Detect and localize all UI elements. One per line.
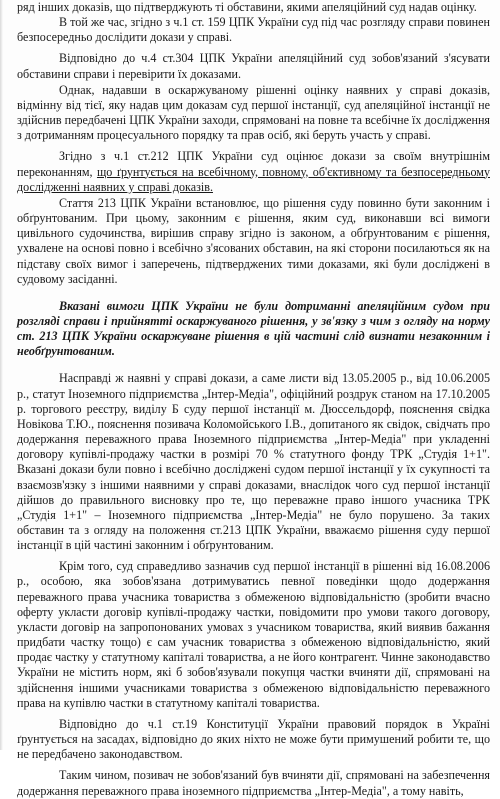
scan-edge-shadow [0,0,3,750]
paragraph-conclusion-bold: Вказані вимоги ЦПК України не були дотриманні апеляційним судом при розгляді справи і прийнятті оскаржуваного рішення, у зв'язку з чим з огляду на норму ст. 213 ЦПК України оскаржуване рішення в цій частині слід визнати незаконним і необґрунтованим. [17,298,490,359]
paragraph-evaluation: Однак, надавши в оскаржуваному рішенні оцінку наявних у справі доказів, відмінну від тієї, яку надав цим доказам суд першої інстанції, суд апеляційної інстанції не здійснив передбачені ЦПК України заходи, спрямовані на повне та всебічне їх дослідження з дотриманням процесуального порядку та прав осіб, які беруть участь у справі. [17,82,490,143]
paragraph-evidence: Насправді ж наявні у справі докази, а саме листи від 13.05.2005 р., від 10.06.2005 р., статут Іноземного підприємства „Інтер-Медіа", офіційний роздрук станом на 17.10.2005 р. торгового реєстру, виділу Б суду першої інстанції м. Дюссельдорф, пояснення свідка Новікова Т.Ю., пояснення позивача Коломойського І.В., допитаного як свідок, свідчать про додержання переважного права Іноземного підприємства „Інтер-Медіа" при укладенні договору купівлі-продажу частки в розмірі 70 % статутного фонду ТРК „Студія 1+1". Вказані докази були повно і всебічно досліджені судом першої інстанції у їх сукупності та взаємозв'язку з іншими наявними у справі доказами, внаслідок чого суд першої інстанції дійшов до правильного висновку про те, що переважне право іншого учасника ТРК „Студія 1+1" – Іноземного підприємства „Інтер-Медіа" не було порушено. За таких обставин та з огляду на положення ст.213 ЦПК України, вважаємо рішення суду першої інстанції в цій частині законним і обґрунтованим. [17,371,490,553]
art212-underlined-text: що ґрунтується на всебічному, повному, об'єктивному та безпосередньому дослідженні наявних у справі доказів. [17,164,490,194]
paragraph-art213: Стаття 213 ЦПК України встановлює, що рішення суду повинно бути законним і обґрунтованим. При цьому, законним є рішення, яким суд, виконавши всі вимоги цивільного судочинства, вирішив справу згідно із законом, а обґрунтованим є рішення, ухвалене на основі повно і всебічно з'ясованих обставин, на які сторони посилаються як на підставу своїх вимог і заперечень, підтверджених тими доказами, які були досліджені в судовому засіданні. [17,195,490,286]
paragraph-art159: В той же час, згідно з ч.1 ст. 159 ЦПК України суд під час розгляду справи повинен безпосередньо дослідити докази у справі. [17,15,490,45]
paragraph-art304: Відповідно до ч.4 ст.304 ЦПК України апеляційний суд зобов'язаний з'ясувати обставини справи і перевірити їх доказами. [17,51,490,81]
paragraph-first-instance: Крім того, суд справедливо зазначив суд першої інстанції в рішенні від 16.08.2006 р., особою, яка зобов'язана дотримуватись певної поведінки щодо додержання переважного права учасника товариства з обмеженою відповідальністю (зробити вчасно оферту укласти договір купівлі-продажу частки, повідомити про умови такого договору, укласти договір на запропонованих умовах з учасником товариства, який виявив бажання придбати частку тощо) є сам учасник товариства з обмеженою відповідальністю, який продає частку у статутному капіталі товариства, а не його контрагент. Чинне законодавство України не містить норм, які б зобов'язували покупця частки вчиняти дії, спрямовані на здійснення іншими учасниками товариства з обмеженою відповідальністю переважного права на купівлю частки в статутному капіталі товариства. [17,559,490,710]
top-line: ряд інших доказів, що підтверджують ті обставини, якими апеляційний суд надав оцінку. [17,0,477,14]
paragraph-summary: Таким чином, позивач не зобов'язаний був вчиняти дії, спрямовані на забезпечення додержання переважного права іноземного підприємства „Інтер-Медіа", а тому навіть, [17,768,490,798]
paragraph-constitution: Відповідно до ч.1 ст.19 Конституції України правовий порядок в Україні ґрунтується на засадах, відповідно до яких ніхто не може бути примушений робити те, що не передбачено законодавством. [17,716,490,762]
paragraph-art212 [17,149,490,194]
art212-text: Згідно з ч.1 ст.212 ЦПК України суд оцінює докази за своїм внутрішнім переконанням, [17,149,490,179]
